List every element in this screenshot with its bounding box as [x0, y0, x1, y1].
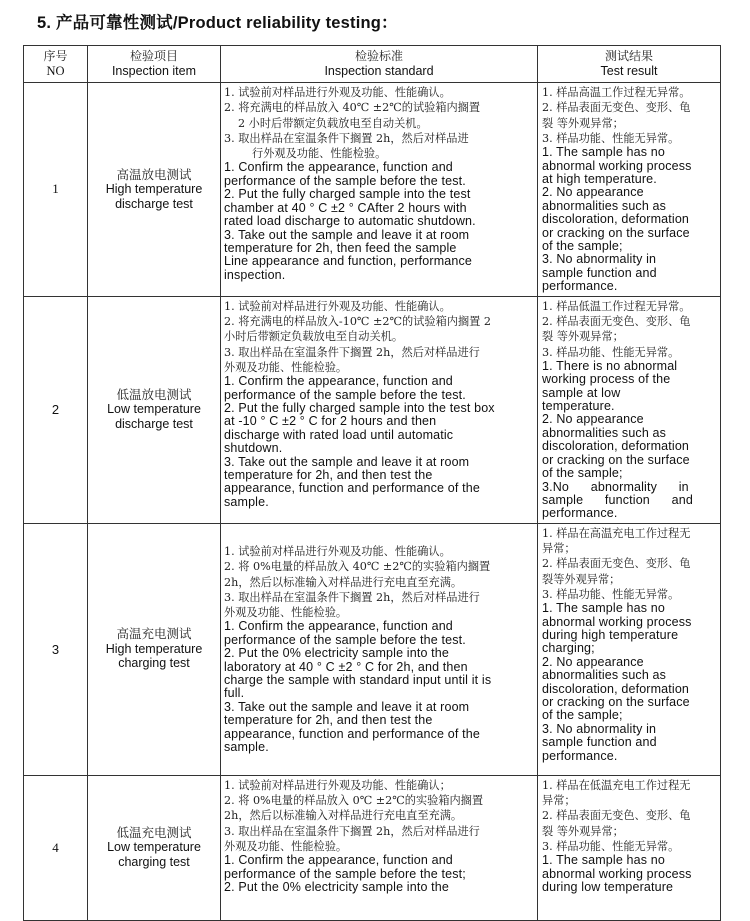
table-row — [24, 83, 721, 297]
header-no: 序号 NO — [24, 46, 88, 83]
reliability-test-table — [23, 45, 721, 921]
row-number: 2 — [24, 296, 88, 523]
inspection-standard: 1. 试验前对样品进行外观及功能、性能确认。 2. 将充满电的样品放入 40℃ ±2℃的试验箱内搁置 2 小时后带额定负载放电至自动关机。 3. 取出样品在室温条件下搁置 2h，然后对样品进 行外观及功能、性能检验。 1. Confirm the appearance, function and performance of the sample before the test. 2. Put the fully charged sample into the test chamber at 40 ° C ±2 ° CAfter 2 hours with rated load discharge to automatic shutdown. 3. Take out the sample and leave it at room temperature for 2h, then feed the sample Line appearance and function, performance inspection. — [221, 83, 538, 297]
inspection-item: 高温充电测试 High temperature charging test — [88, 523, 221, 775]
header-inspection-standard: 检验标准 Inspection standard — [221, 46, 538, 83]
inspection-item: 低温充电测试 Low temperature charging test — [88, 775, 221, 920]
row-number: 4 — [24, 775, 88, 920]
inspection-standard: 1. 试验前对样品进行外观及功能、性能确认。 2. 将充满电的样品放入-10℃ ±2℃的试验箱内搁置 2 小时后带额定负载放电至自动关机。 3. 取出样品在室温条件下搁置 2h，然后对样品进行 外观及功能、性能检验。 1. Confirm the appearance, function and performance of the sample before the test. 2. Put the fully charged sample into the test box at -10 ° C ±2 ° C for 2 hours and then discharge with rated load until automatic shutdown. 3. Take out the sample and leave it at room temperature for 2h, and then test the appearance, function and performance of the sample. — [221, 296, 538, 523]
table-row — [24, 775, 721, 920]
inspection-standard: 1. 试验前对样品进行外观及功能、性能确认； 2. 将 0%电量的样品放入 0℃ ±2℃的实验箱内搁置 2h，然后以标准输入对样品进行充电直至充满。 3. 取出样品在室温条件下搁置 2h，然后对样品进行 外观及功能、性能检验。 1. Confirm the appearance, function and performance of the sample before the test; 2. Put the 0% electricity sample into the — [221, 775, 538, 920]
header-inspection-item: 检验项目 Inspection item — [88, 46, 221, 83]
section-title: 5. 产品可靠性测试/Product reliability testing： — [37, 14, 398, 32]
header-test-result: 测试结果 Test result — [538, 46, 721, 83]
test-result: 1. 样品低温工作过程无异常。 2. 样品表面无变色、变形、龟 裂 等外观异常； 3. 样品功能、性能无异常。 1. There is no abnormal working process of the sample at low temperature. 2. No appearance abnormalities such as discoloration, deformation or cracking on the surface of the sample; 3.No abnormality in sample function and performance. — [538, 296, 721, 523]
test-result: 1. 样品在低温充电工作过程无 异常； 2. 样品表面无变色、变形、龟 裂 等外观异常； 3. 样品功能、性能无异常。 1. The sample has no abnormal working process during low temperature — [538, 775, 721, 920]
inspection-item: 低温放电测试 Low temperature discharge test — [88, 296, 221, 523]
row-number: 3 — [24, 523, 88, 775]
row-number: 1 — [24, 83, 88, 297]
inspection-standard: 1. 试验前对样品进行外观及功能、性能确认。 2. 将 0%电量的样品放入 40℃ ±2℃的实验箱内搁置 2h，然后以标准输入对样品进行充电直至充满。 3. 取出样品在室温条件下搁置 2h，然后对样品进行 外观及功能、性能检验。 1. Confirm the appearance, function and performance of the sample before the test. 2. Put the 0% electricity sample into the laboratory at 40 ° C ±2 ° C for 2h, and then charge the sample with standard input until it is full. 3. Take out the sample and leave it at room temperature for 2h, and then test the appearance, function and performance of the sample. — [221, 523, 538, 775]
table-row — [24, 296, 721, 523]
test-result: 1. 样品高温工作过程无异常。 2. 样品表面无变色、变形、龟 裂 等外观异常； 3. 样品功能、性能无异常。 1. The sample has no abnormal working process at high temperature. 2. No appearance abnormalities such as discoloration, deformation or cracking on the surface of the sample; 3. No abnormality in sample function and performance. — [538, 83, 721, 297]
test-result: 1. 样品在高温充电工作过程无 异常； 2. 样品表面无变色、变形、龟 裂等外观异常； 3. 样品功能、性能无异常。 1. The sample has no abnormal working process during high temperature charging; 2. No appearance abnormalities such as discoloration, deformation or cracking on the surface of the sample; 3. No abnormality in sample function and performance. — [538, 523, 721, 775]
inspection-item: 高温放电测试 High temperature discharge test — [88, 83, 221, 297]
table-row — [24, 523, 721, 775]
table-header-row — [24, 46, 721, 83]
